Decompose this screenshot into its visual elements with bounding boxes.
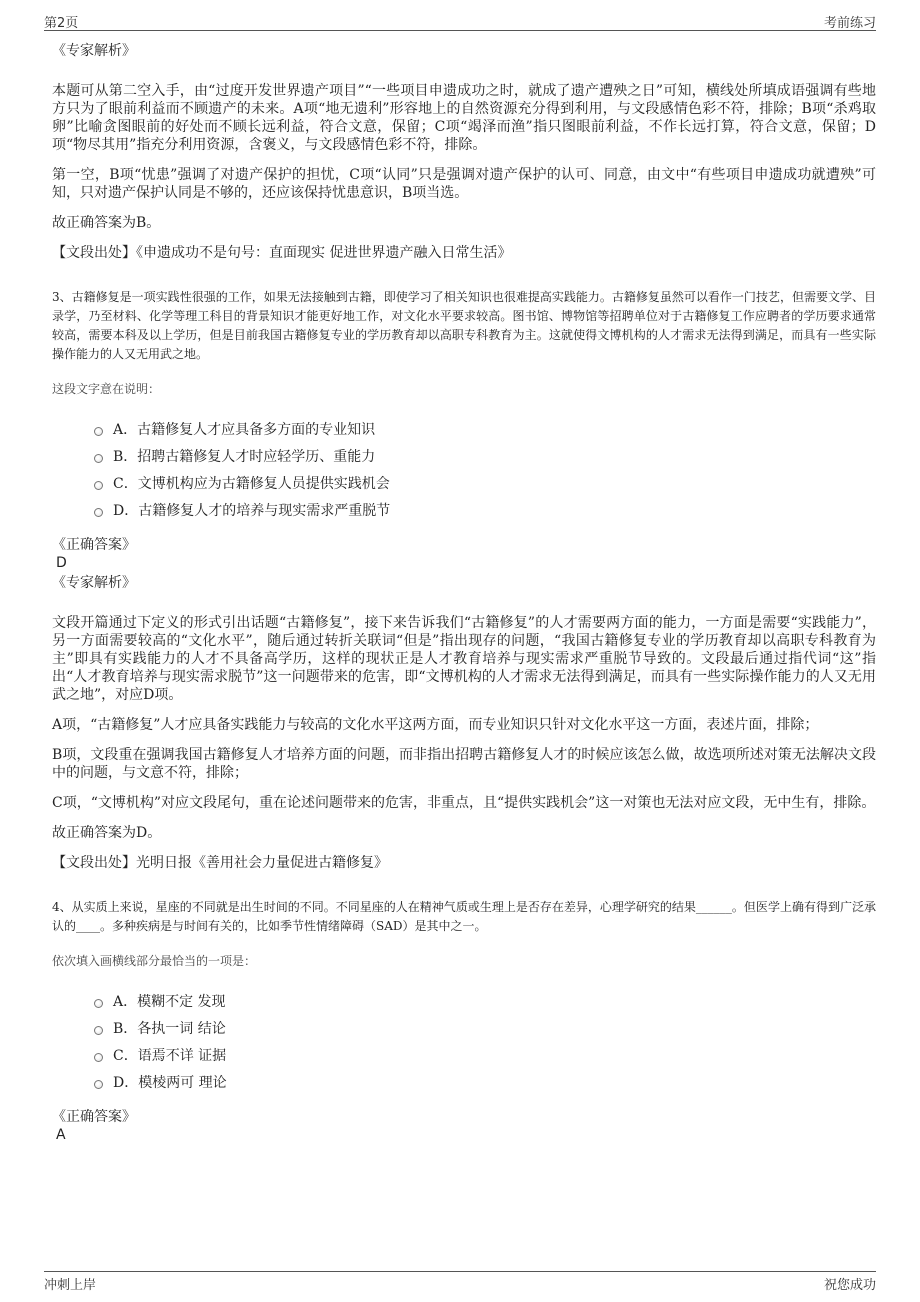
option-c[interactable]: C．语焉不详 证据 — [94, 1042, 876, 1069]
answer-statement: 故正确答案为B。 — [52, 215, 161, 231]
source-citation: 【文段出处】《申遗成功不是句号：直面现实 促进世界遗产融入日常生活》 — [52, 245, 512, 261]
source-citation: 【文段出处】光明日报《善用社会力量促进古籍修复》 — [52, 855, 388, 871]
question-4-text: 4、从实质上来说，星座的不同就是出生时间的不同。不同星座的人在精神气质或生理上是否存在差异，心理学研究的结果______。但医学上确有得到广泛承认的____。多种疾病是与时间有关的，比如季节性情绪障碍（SAD）是其中之一。 — [52, 900, 876, 933]
expert-analysis-label: 《专家解析》 — [52, 575, 136, 591]
radio-icon[interactable] — [94, 1080, 103, 1089]
page-header — [44, 12, 876, 31]
page-content — [44, 42, 876, 1146]
header-title: 考前练习 — [823, 16, 876, 31]
analysis-paragraph: 文段开篇通过下定义的形式引出话题“古籍修复”，接下来告诉我们“古籍修复”的人才需要两方面的能力，一方面是需要“实践能力”，另一方面需要较高的“文化水平”，随后通过转折关联词“但是”指出现存的问题，“我国古籍修复专业的学历教育却以高职专科教育为主”即具有实践能力的人才不具备高学历，这样的现状正是人才教育培养与现实需求严重脱节导致的。文段最后通过指代词“这”指出“人才教育培养与现实需求脱节”这一问题带来的危害，即“文博机构的人才需求无法得到满足，而具有一些实际操作能力的人又无用武之地”，对应D项。 — [52, 615, 876, 703]
radio-icon[interactable] — [94, 427, 103, 436]
question-3-text: 3、古籍修复是一项实践性很强的工作，如果无法接触到古籍，即使学习了相关知识也很难提高实践能力。古籍修复虽然可以看作一门技艺，但需要文学、目录学，乃至材料、化学等理工科目的背景知识才能更好地工作，对文化水平要求较高。图书馆、博物馆等招聘单位对于古籍修复工作应聘者的学历要求通常较高，需要本科及以上学历，但是目前我国古籍修复专业的学历教育却以高职专科教育为主。这就使得文博机构的人才需求无法得到满足，而具有一些实际操作能力的人又无用武之地。 — [52, 290, 876, 361]
option-a[interactable]: A．古籍修复人才应具备多方面的专业知识 — [94, 416, 876, 443]
correct-answer: D — [56, 555, 67, 571]
question-4-options — [94, 988, 876, 1096]
option-a[interactable]: A．模糊不定 发现 — [94, 988, 876, 1015]
correct-answer-label: 《正确答案》 — [52, 537, 136, 553]
option-d[interactable]: D．模棱两可 理论 — [94, 1069, 876, 1096]
question-4-stem: 依次填入画横线部分最恰当的一项是： — [52, 954, 257, 968]
correct-answer-label: 《正确答案》 — [52, 1109, 136, 1125]
page-number: 第2页 — [44, 16, 79, 31]
expert-analysis-label: 《专家解析》 — [52, 43, 136, 59]
radio-icon[interactable] — [94, 999, 103, 1008]
radio-icon[interactable] — [94, 1053, 103, 1062]
answer-statement: 故正确答案为D。 — [52, 825, 162, 841]
question-3-stem: 这段文字意在说明： — [52, 382, 161, 396]
radio-icon[interactable] — [94, 1026, 103, 1035]
analysis-paragraph: 本题可从第二空入手，由“过度开发世界遗产项目”“一些项目申遗成功之时，就成了遗产遭殃之日”可知，横线处所填成语强调有些地方只为了眼前利益而不顾遗产的未来。A项“地无遗利”形容地上的自然资源充分得到利用，与文段感情色彩不符，排除；B项“杀鸡取卵”比喻贪图眼前的好处而不顾长远利益，符合文意，保留；C项“竭泽而渔”指只图眼前利益，不作长远打算，符合文意，保留；D项“物尽其用”指充分利用资源，含褒义，与文段感情色彩不符，排除。 — [52, 83, 876, 153]
radio-icon[interactable] — [94, 508, 103, 517]
option-d[interactable]: D．古籍修复人才的培养与现实需求严重脱节 — [94, 497, 876, 524]
page-footer — [44, 1271, 876, 1294]
option-b[interactable]: B．各执一词 结论 — [94, 1015, 876, 1042]
analysis-paragraph: C项，“文博机构”对应文段尾句，重在论述问题带来的危害，非重点，且“提供实践机会”这一对策也无法对应文段，无中生有，排除。 — [52, 795, 876, 811]
correct-answer: A — [56, 1127, 66, 1143]
analysis-paragraph: B项，文段重在强调我国古籍修复人才培养方面的问题，而非指出招聘古籍修复人才的时候应该怎么做，故选项所述对策无法解决文段中的问题，与文意不符，排除； — [52, 747, 876, 781]
radio-icon[interactable] — [94, 481, 103, 490]
option-b[interactable]: B．招聘古籍修复人才时应轻学历、重能力 — [94, 443, 876, 470]
footer-left-text: 冲刺上岸 — [44, 1278, 97, 1293]
analysis-paragraph: A项，“古籍修复”人才应具备实践能力与较高的文化水平这两方面，而专业知识只针对文化水平这一方面，表述片面，排除； — [52, 717, 819, 733]
question-3-options — [94, 416, 876, 524]
radio-icon[interactable] — [94, 454, 103, 463]
footer-right-text: 祝您成功 — [823, 1278, 876, 1293]
option-c[interactable]: C．文博机构应为古籍修复人员提供实践机会 — [94, 470, 876, 497]
analysis-paragraph: 第一空，B项“忧患”强调了对遗产保护的担忧，C项“认同”只是强调对遗产保护的认可、同意，由文中“有些项目申遗成功就遭殃”可知，只对遗产保护认同是不够的，还应该保持忧患意识，B项当选。 — [52, 167, 876, 201]
